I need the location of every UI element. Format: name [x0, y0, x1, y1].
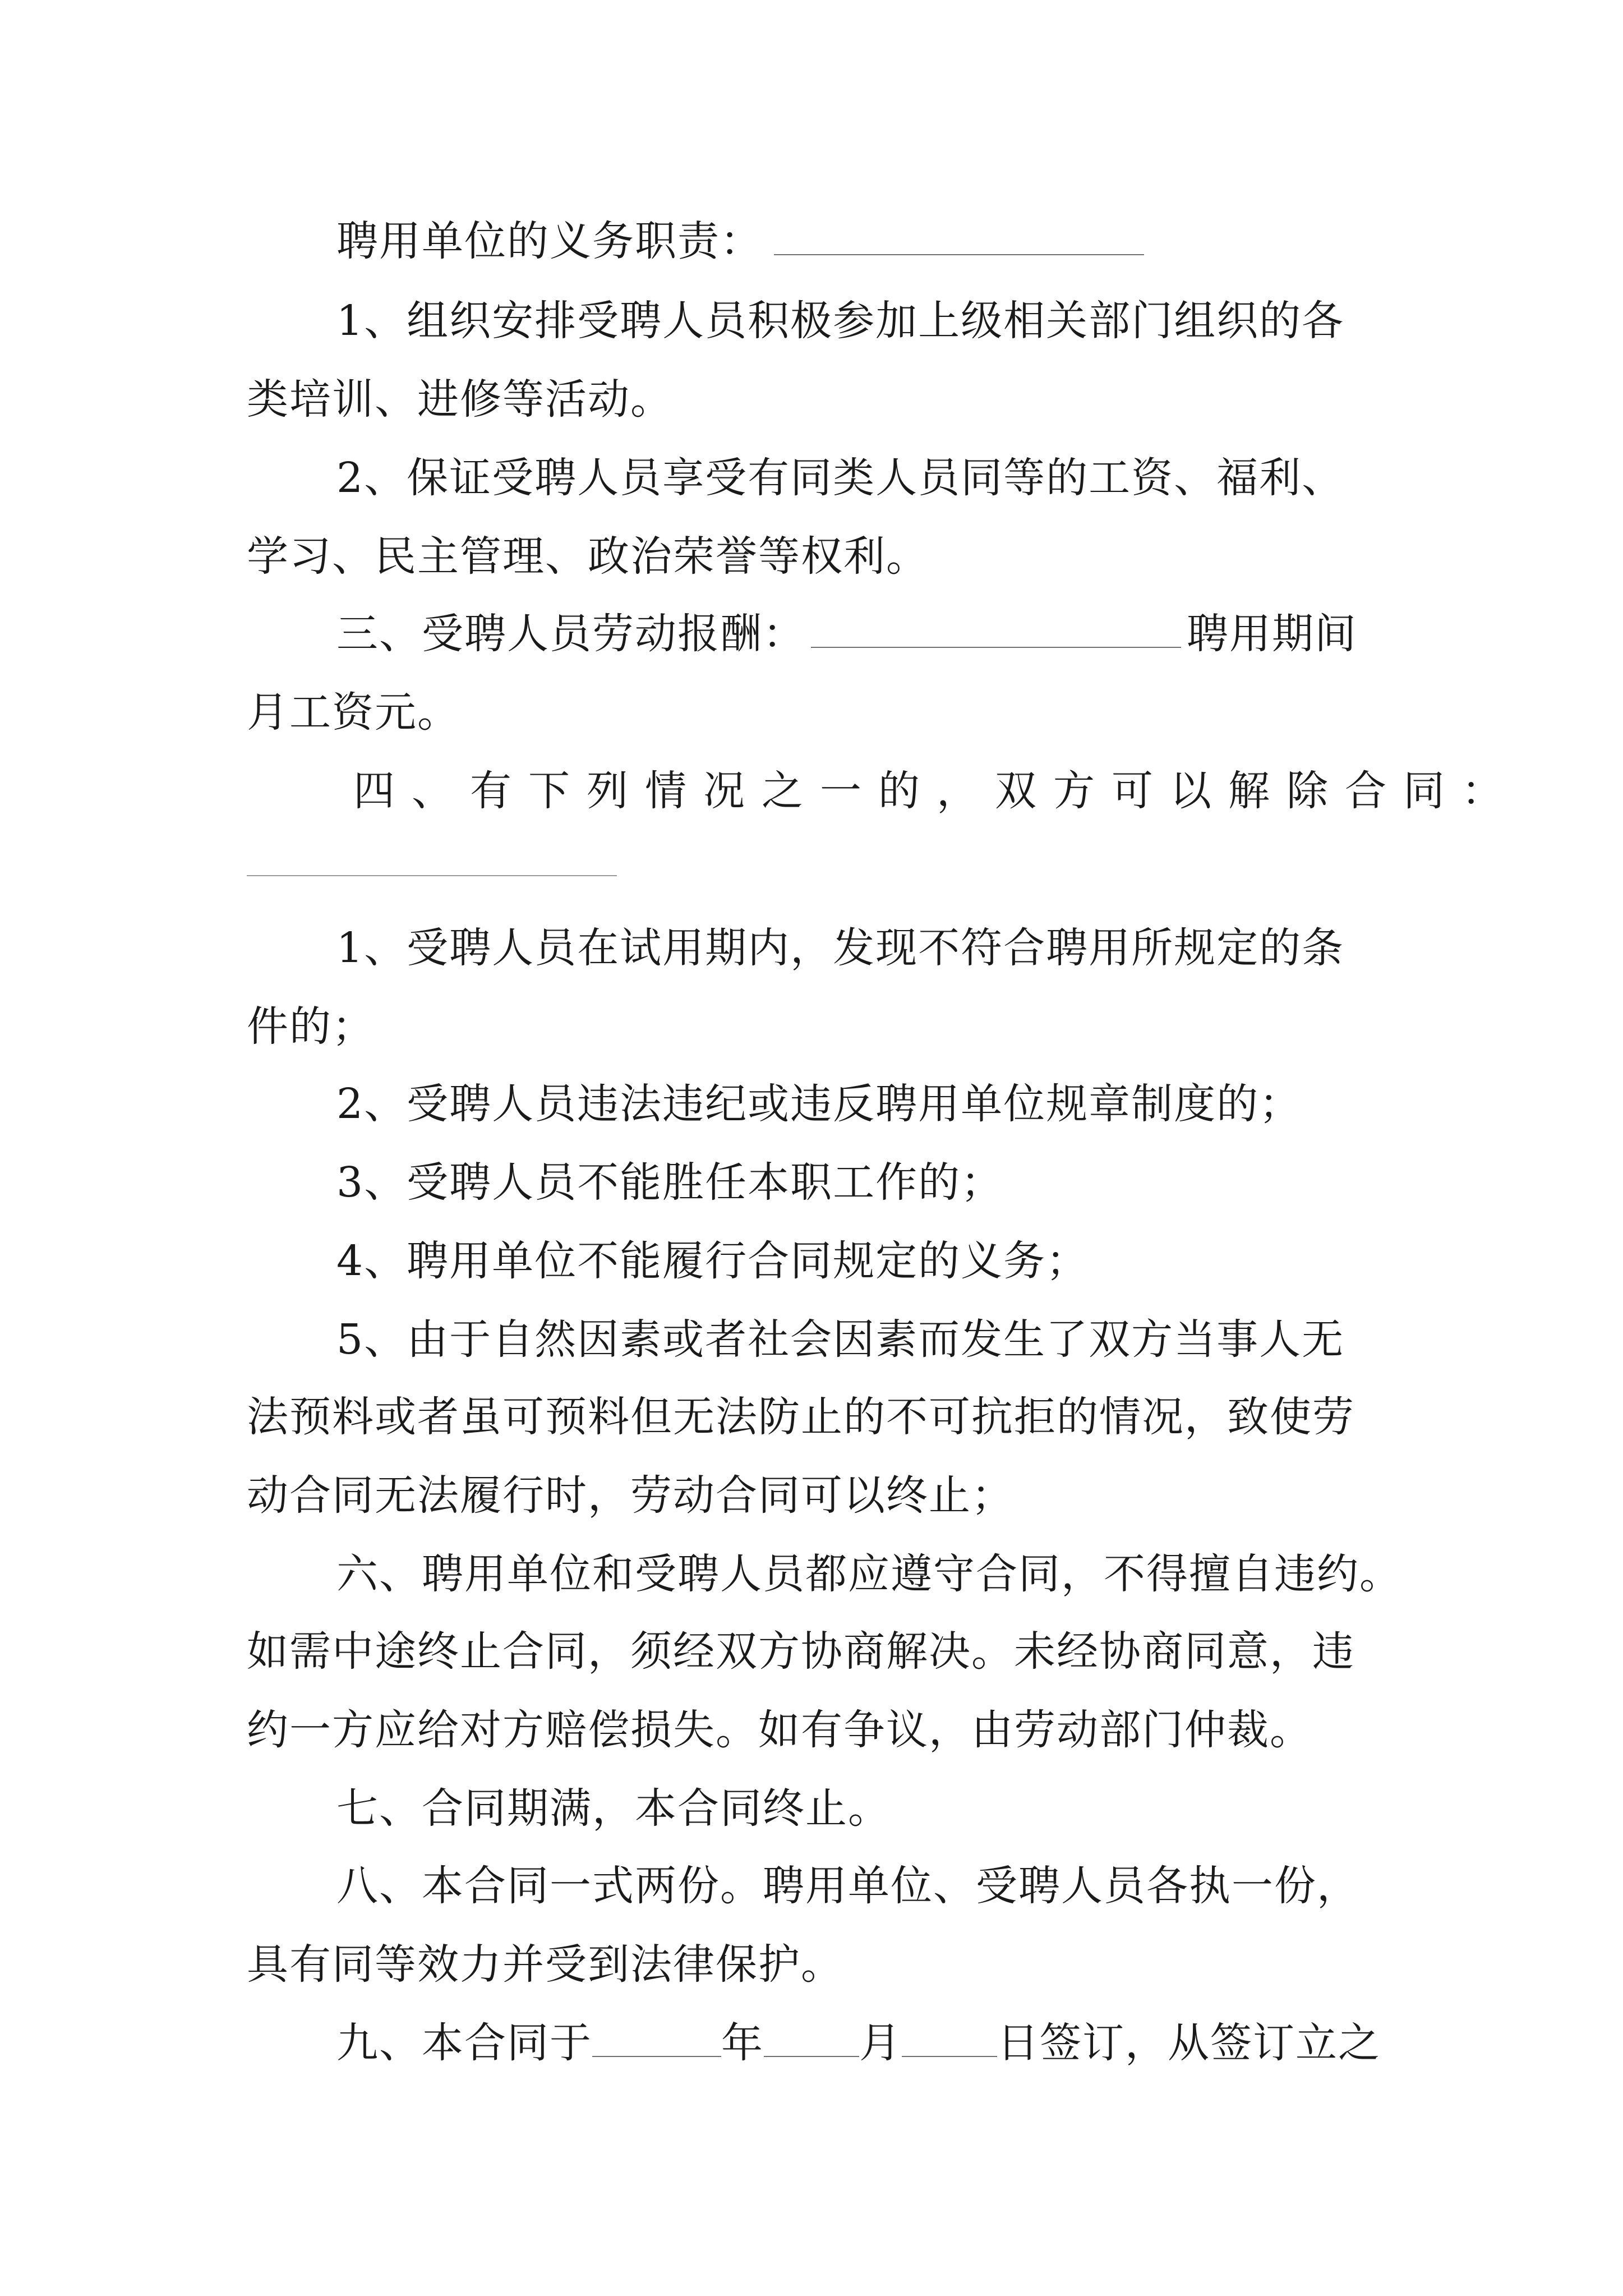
- section-6-line-1: 六、聘用单位和受聘人员都应遵守合同，不得擅自违约。: [336, 1550, 1402, 1598]
- duty-1-line-1: 1、组织安排受聘人员积极参加上级相关部门组织的各: [336, 297, 1345, 345]
- term-5-line-3: 动合同无法履行时，劳动合同可以终止；: [247, 1471, 1014, 1520]
- term-4: 4、聘用单位不能履行合同规定的义务；: [336, 1237, 1089, 1285]
- duties-blank: [774, 216, 1144, 255]
- section-6-line-3: 约一方应给对方赔偿损失。如有争议，由劳动部门仲裁。: [247, 1706, 1312, 1754]
- section-3-line-1: 三、受聘人员劳动报酬： 聘用期间: [336, 610, 1357, 658]
- duty-1-line-2: 类培训、进修等活动。: [247, 375, 673, 424]
- term-1-line-2: 件的；: [247, 1002, 375, 1051]
- section-9-line-1: 九、本合同于 年 月 日签订，从签订立之: [336, 2019, 1381, 2067]
- section-6-line-2: 如需中途终止合同，须经双方协商解决。未经协商同意，违: [247, 1627, 1355, 1676]
- term-2: 2、受聘人员违法违纪或违反聘用单位规章制度的；: [336, 1080, 1302, 1128]
- section-4-heading: 四、有下列情况之一的，双方可以解除合同：: [353, 767, 1520, 815]
- term-1-line-1: 1、受聘人员在试用期内，发现不符合聘用所规定的条: [336, 924, 1345, 972]
- employer-duties-heading: 聘用单位的义务职责：: [336, 213, 1144, 269]
- day-blank: [902, 2018, 997, 2057]
- month-blank: [764, 2018, 859, 2057]
- section-3-line-2: 月工资元。: [247, 688, 460, 737]
- duty-2-line-2: 学习、民主管理、政治荣誉等权利。: [247, 532, 929, 581]
- term-5-line-2: 法预料或者虽可预料但无法防止的不可抗拒的情况，致使劳: [247, 1393, 1355, 1441]
- term-5-line-1: 5、由于自然因素或者社会因素而发生了双方当事人无: [336, 1315, 1345, 1364]
- remuneration-blank: [811, 609, 1181, 648]
- section-8-line-2: 具有同等效力并受到法律保护。: [247, 1940, 843, 1989]
- term-3: 3、受聘人员不能胜任本职工作的；: [336, 1158, 1004, 1207]
- year-blank: [592, 2018, 721, 2057]
- termination-blank: [247, 875, 617, 876]
- section-7: 七、合同期满，本合同终止。: [336, 1784, 891, 1833]
- section-8-line-1: 八、本合同一式两份。聘用单位、受聘人员各执一份，: [336, 1862, 1359, 1910]
- duty-2-line-1: 2、保证受聘人员享受有同类人员同等的工资、福利、: [336, 454, 1345, 502]
